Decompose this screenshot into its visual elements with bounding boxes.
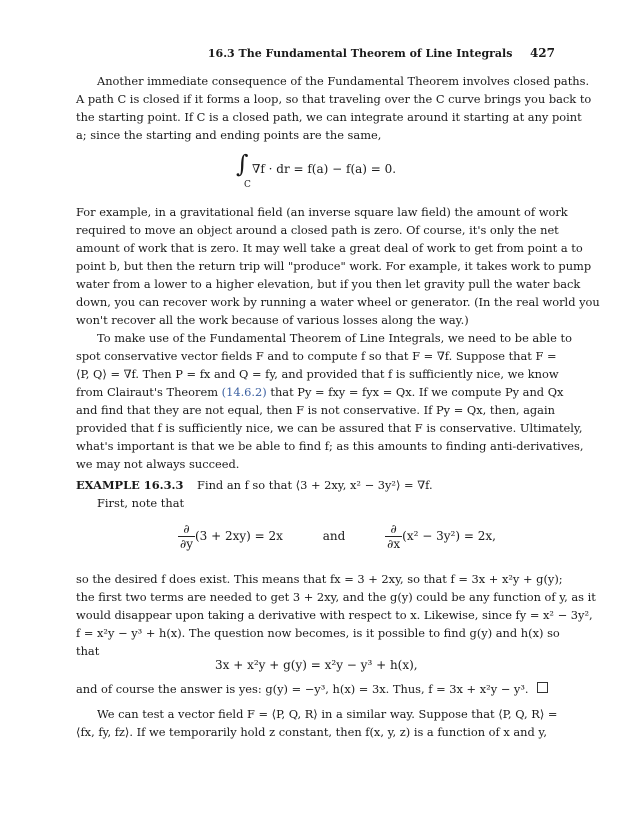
partial-x-num: ∂ <box>385 522 402 537</box>
partial-x-den: ∂x <box>387 537 401 551</box>
para1-line-1: Another immediate consequence of the Fundamental Theorem involves closed paths. <box>97 74 590 88</box>
example-conclusion: and of course the answer is yes: g(y) = −y³, h(x) = 3x. Thus, f = 3x + x²y − y³. <box>76 682 529 696</box>
example-label: EXAMPLE 16.3.3 <box>76 478 184 492</box>
para4-line-1: We can test a vector field F = ⟨P, Q, R⟩ in a similar way. Suppose that ⟨P, Q, R⟩ = <box>97 707 558 721</box>
equation-partials <box>178 522 496 551</box>
para2-line-1: For example, in a gravitational field (an inverse square law field) the amount of work <box>76 205 568 219</box>
example-body-line-1: so the desired f does exist. This means that fx = 3 + 2xy, so that f = 3x + x²y + g(y); <box>76 572 563 586</box>
page-number: 427 <box>529 46 555 60</box>
running-header <box>76 46 555 62</box>
para3-line-4 <box>76 383 564 401</box>
partial-y-fraction <box>178 522 195 551</box>
qed-square-icon <box>537 682 548 693</box>
para2-line-3: amount of work that is zero. It may well take a great deal of work to get from point a to <box>76 241 583 255</box>
para2-line-2: required to move an object around a closed path is zero. Of course, it's only the net <box>76 223 559 237</box>
para1-line-4: a; since the starting and ending points are the same, <box>76 128 382 142</box>
para1-line-2: A path C is closed if it forms a loop, so that traveling over the C curve brings you back to <box>76 92 592 106</box>
example-first-line: First, note that <box>97 496 185 510</box>
example-statement: Find an f so that ⟨3 + 2xy, x² − 3y²⟩ = ∇f. <box>197 478 433 492</box>
theorem-reference-link[interactable]: (14.6.2) <box>221 385 267 399</box>
partial-y-num: ∂ <box>178 522 195 537</box>
partial-x-fraction <box>385 522 402 551</box>
para2-line-5: water from a lower to a higher elevation, but if you then let gravity pull the water back <box>76 277 581 291</box>
section-title: 16.3 The Fundamental Theorem of Line Integrals <box>207 47 513 60</box>
partial-y-expression: (3 + 2xy) = 2x <box>194 529 283 543</box>
example-body-line-4: f = x²y − y³ + h(x). The question now becomes, is it possible to find g(y) and h(x) so <box>76 626 560 640</box>
para2-line-7: won't recover all the work because of various losses along the way.) <box>76 313 469 327</box>
para3-line-4-start: from Clairaut's Theorem <box>76 385 218 399</box>
para4-line-2: ⟨fx, fy, fz⟩. If we temporarily hold z constant, then f(x, y, z) is a function of x and y, <box>76 725 547 739</box>
eq1-subscript: C <box>244 180 251 190</box>
para3-line-8: we may not always succeed. <box>76 457 240 471</box>
para3-line-1: To make use of the Fundamental Theorem of Line Integrals, we need to be able to <box>97 331 572 345</box>
para3-line-3: ⟨P, Q⟩ = ∇f. Then P = fx and Q = fy, and provided that f is sufficiently nice, we know <box>76 367 559 381</box>
para3-line-4-end: that Py = fxy = fyx = Qx. If we compute Py and Qx <box>270 385 564 399</box>
and-word: and <box>322 529 346 543</box>
para3-line-2: spot conservative vector fields F and to compute f so that F = ∇f. Suppose that F = <box>76 349 557 363</box>
para2-line-6: down, you can recover work by running a water wheel or generator. (In the real world you <box>76 295 600 309</box>
para3-line-5: and find that they are not equal, then F is not conservative. If Py = Qx, then, again <box>76 403 555 417</box>
partial-y-den: ∂y <box>180 537 193 551</box>
example-body-line-2: the first two terms are needed to get 3 + 2xy, and the g(y) could be any function of y, as it <box>76 590 596 604</box>
para2-line-4: point b, but then the return trip will "produce" work. For example, it takes work to pump <box>76 259 592 273</box>
para3-line-6: provided that f is sufficiently nice, we can be assured that F is conservative. Ultimately, <box>76 421 583 435</box>
example-body-line-5: that <box>76 644 100 658</box>
example-body-line-3: would disappear upon taking a derivative with respect to x. Likewise, since fy = x² − 3y², <box>76 608 593 622</box>
integral-sign: ∫ <box>236 150 249 178</box>
example-heading-line <box>76 476 555 494</box>
para1-line-3: the starting point. If C is a closed path, we can integrate around it starting at any point <box>76 110 582 124</box>
equation-match: 3x + x²y + g(y) = x²y − y³ + h(x), <box>215 658 418 672</box>
equation-closed-path: ∇f · dr = f(a) − f(a) = 0. <box>252 162 397 176</box>
para3-line-7: what's important is that we be able to find f; as this amounts to finding anti-derivatives, <box>76 439 584 453</box>
partial-x-expression: (x² − 3y²) = 2x, <box>402 529 496 543</box>
